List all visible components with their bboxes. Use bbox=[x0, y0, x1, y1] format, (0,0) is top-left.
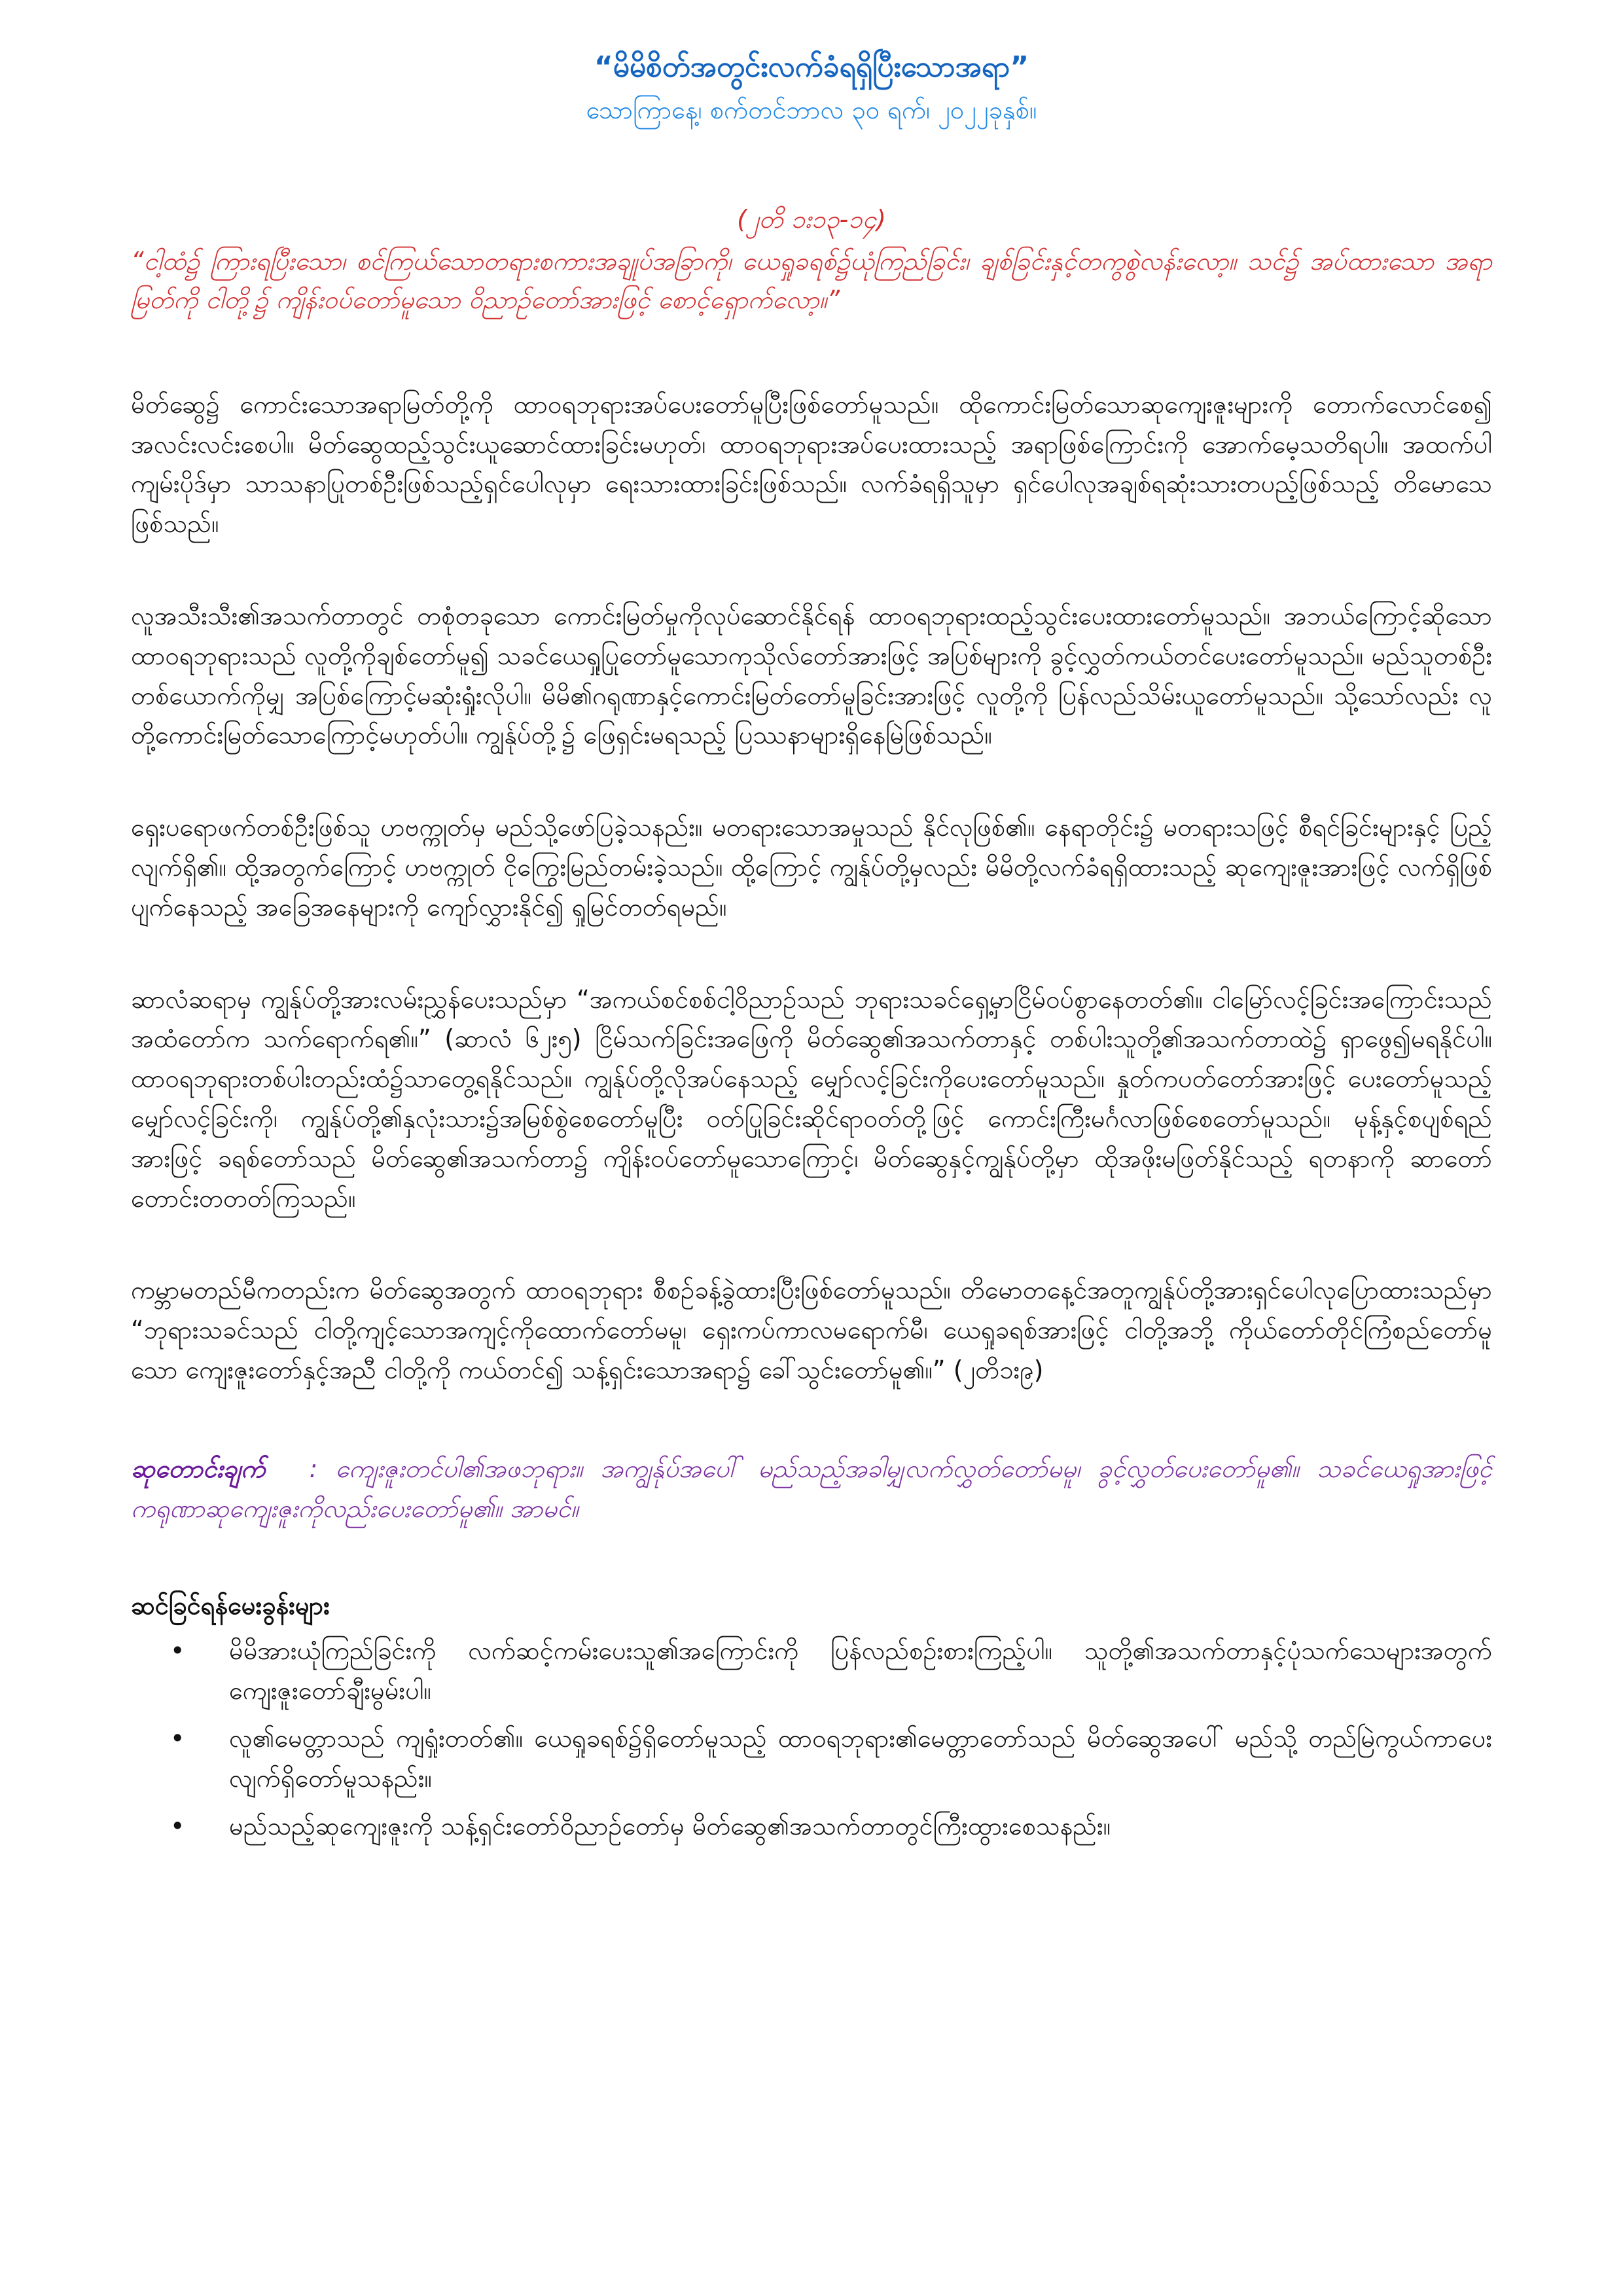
body-paragraph-1: မိတ်ဆွေ၌ ကောင်းသောအရာမြတ်တို့ကို ထာဝရဘုရားအပ်ပေးတော်မူပြီးဖြစ်တော်မူသည်။ ထိုကောင်းမြတ်သောဆုကျေးဇူးများကို တောက်လောင်စေ၍ အလင်းလင်းစေပါ။ မိတ်ဆွေထည့်သွင်းယူဆောင်ထားခြင်းမဟုတ်၊ ထာဝရဘုရားအပ်ပေးထားသည့် အရာဖြစ်ကြောင်းကို အောက်မေ့သတိရပါ။ အထက်ပါ ကျမ်းပိုဒ်မှာ သာသနာပြုတစ်ဦးဖြစ်သည့်ရှင်ပေါလုမှာ ရေးသားထားခြင်းဖြစ်သည်။ လက်ခံရရှိသူမှာ ရှင်ပေါလုအချစ်ရဆုံးသားတပည့်ဖြစ်သည့် တိမောသေဖြစ်သည်။ bbox=[131, 389, 1492, 539]
bullet-icon: • bbox=[170, 1723, 185, 1753]
verse-reference: (၂တိ ၁း၁၃-၁၄) bbox=[737, 205, 886, 234]
page-title: “မိမိစိတ်အတွင်းလက်ခံရရှိပြီးသောအရာ” bbox=[594, 50, 1029, 84]
question-item bbox=[131, 1806, 1492, 1846]
question-text: မည်သည့်ဆုကျေးဇူးကို သန့်ရှင်းတော်ဝိညာဉ်တော်မှ မိတ်ဆွေ၏အသက်တာတွင်ကြီးထွားစေသနည်း။ bbox=[229, 1811, 1111, 1840]
bullet-icon: • bbox=[170, 1636, 185, 1666]
page-date: သောကြာနေ့၊ စက်တင်ဘာလ ၃၀ ရက်၊ ၂၀၂၂ခုနှစ်။ bbox=[586, 96, 1037, 124]
question-text: လူ၏မေတ္တာသည် ကျရှုံးတတ်၏။ ယေရှုခရစ်၌ရှိတော်မူသည့် ထာဝရဘုရား၏မေတ္တာတော်သည် မိတ်ဆွေအပေါ် မည်သို့ တည်မြဲကွယ်ကာပေးလျက်ရှိတော်မူသနည်း။ bbox=[229, 1723, 1492, 1793]
body-paragraph-2: လူအသီးသီး၏အသက်တာတွင် တစုံတခုသော ကောင်းမြတ်မှုကိုလုပ်ဆောင်နိုင်ရန် ထာဝရဘုရားထည့်သွင်းပေးထားတော်မူသည်။ အဘယ်ကြောင့်ဆိုသော ထာဝရဘုရားသည် လူတို့ကိုချစ်တော်မူ၍ သခင်ယေရှုပြုတော်မူသောကုသိုလ်တော်အားဖြင့် အပြစ်များကို ခွင့်လွှတ်ကယ်တင်ပေးတော်မူသည်။ မည်သူတစ်ဦးတစ်ယောက်ကိုမျှ အပြစ်ကြောင့်မဆုံးရှုံးလိုပါ။ မိမိ၏ဂရုဏာနှင့်ကောင်းမြတ်တော်မူခြင်းအားဖြင့် လူတို့ကို ပြန်လည်သိမ်းယူတော်မူသည်။ သို့သော်လည်း လူတို့ကောင်းမြတ်သောကြောင့်မဟုတ်ပါ။ ကျွန်ုပ်တို့၌ ဖြေရှင်းမရသည့် ပြဿနာများရှိနေမြဲဖြစ်သည်။ bbox=[131, 601, 1492, 750]
verse-text: “ငါ့ထံ၌ ကြားရပြီးသော၊ စင်ကြယ်သောတရားစကားအချုပ်အခြာကို၊ ယေရှုခရစ်၌ယုံကြည်ခြင်း၊ ချစ်ခြင်းနှင့်တကွစွဲလန်းလော့။ သင်၌ အပ်ထားသော အရာမြတ်ကို ငါတို့၌ ကျိန်းဝပ်တော်မူသော ဝိညာဉ်တော်အားဖြင့် စောင့်ရှောက်လော့။” bbox=[131, 247, 1492, 314]
prayer-label: ဆုတောင်းချက် bbox=[131, 1454, 266, 1483]
question-item bbox=[131, 1719, 1492, 1799]
prayer-text: : ကျေးဇူးတင်ပါ၏အဖဘုရား။ အကျွန်ုပ်အပေါ် မည်သည့်အခါမျှလက်လွှတ်တော်မမူ၊ ခွင့်လွှတ်ပေးတော်မူ၏။ သခင်ယေရှုအားဖြင့် ကရုဏာဆုကျေးဇူးကိုလည်းပေးတော်မူ၏။ အာမင်။ bbox=[131, 1454, 1492, 1523]
body-paragraph-3: ရှေးပရောဖက်တစ်ဦးဖြစ်သူ ဟဗက္ကုတ်မှ မည်သို့ဖော်ပြခဲ့သနည်း။ မတရားသောအမှုသည် နိုင်လုဖြစ်၏။ နေရာတိုင်း၌ မတရားသဖြင့် စီရင်ခြင်းများနှင့် ပြည့်လျက်ရှိ၏။ ထို့အတွက်ကြောင့် ဟဗက္ကုတ် ငိုကြွေးမြည်တမ်းခဲ့သည်။ ထို့ကြောင့် ကျွန်ုပ်တို့မှလည်း မိမိတို့လက်ခံရရှိထားသည့် ဆုကျေးဇူးအားဖြင့် လက်ရှိဖြစ်ပျက်နေသည့် အခြေအနေများကို ကျော်လွှားနိုင်၍ ရှုမြင်တတ်ရမည်။ bbox=[131, 813, 1492, 922]
body-paragraph-4: ဆာလံဆရာမှ ကျွန်ုပ်တို့အားလမ်းညွှန်ပေးသည်မှာ “အကယ်စင်စစ်ငါ့ဝိညာဉ်သည် ဘုရားသခင်ရှေ့မှာငြိမ်ဝပ်စွာနေတတ်၏။ ငါမြော်လင့်ခြင်းအကြောင်းသည် အထံတော်က သက်ရောက်ရ၏။” (ဆာလံ ၆၂း၅) ငြိမ်သက်ခြင်းအဖြေကို မိတ်ဆွေ၏အသက်တာနှင့် တစ်ပါးသူတို့၏အသက်တာထဲ၌ ရှာဖွေ၍မရနိုင်ပါ။ ထာဝရဘုရားတစ်ပါးတည်းထံ၌သာတွေ့ရနိုင်သည်။ ကျွန်ုပ်တို့လိုအပ်နေသည့် မျှော်လင့်ခြင်းကိုပေးတော်မူသည်။ နှုတ်ကပတ်တော်အားဖြင့် ပေးတော်မူသည့် မျှော်လင့်ခြင်းကို၊ ကျွန်ုပ်တို့၏နှလုံးသား၌အမြစ်စွဲစေတော်မူပြီး ဝတ်ပြုခြင်းဆိုင်ရာဝတ်တို့ဖြင့် ကောင်းကြီးမင်္ဂလာဖြစ်စေတော်မူသည်။ မုန့်နှင့်စပျစ်ရည်အားဖြင့် ခရစ်တော်သည် မိတ်ဆွေ၏အသက်တာ၌ ကျိန်းဝပ်တော်မူသောကြောင့်၊ မိတ်ဆွေနှင့်ကျွန်ုပ်တို့မှာ ထိုအဖိုးမဖြတ်နိုင်သည့် ရတနာကို ဆာတော်တောင်းတတတ်ကြသည်။ bbox=[131, 984, 1492, 1213]
question-item bbox=[131, 1631, 1492, 1711]
prayer-section bbox=[131, 1449, 1492, 1529]
body-paragraph-5: ကမ္ဘာမတည်မီကတည်းက မိတ်ဆွေအတွက် ထာဝရဘုရား စီစဉ်ခန့်ခွဲထားပြီးဖြစ်တော်မူသည်။ တိမောတနေ့င်အတူကျွန်ုပ်တို့အားရှင်ပေါလုပြောထားသည်မှာ “ဘုရားသခင်သည် ငါတို့ကျင့်သောအကျင့်ကိုထောက်တော်မမူ၊ ရှေးကပ်ကာလမရောက်မီ၊ ယေရှုခရစ်အားဖြင့် ငါတို့အဘို့ ကိုယ်တော်တိုင်ကြံစည်တော်မူသော ကျေးဇူးတော်နှင့်အညီ ငါတို့ကို ကယ်တင်၍ သန့်ရှင်းသောအရာ၌ ခေါ်သွင်းတော်မူ၏။” (၂တိ၁း၉) bbox=[131, 1276, 1492, 1384]
questions-heading: ဆင်ခြင်ရန်မေးခွန်းများ bbox=[131, 1591, 330, 1621]
questions-list bbox=[131, 1631, 1492, 1846]
question-text: မိမိအားယုံကြည်ခြင်းကို လက်ဆင့်ကမ်းပေးသူ၏အကြောင်းကို ပြန်လည်စဉ်းစားကြည့်ပါ။ သူတို့၏အသက်တာနှင့်ပုံသက်သေများအတွက် ကျေးဇူးတော်ချီးမွမ်းပါ။ bbox=[229, 1636, 1492, 1706]
bullet-icon: • bbox=[170, 1811, 185, 1840]
devotional-page bbox=[131, 46, 1492, 1854]
